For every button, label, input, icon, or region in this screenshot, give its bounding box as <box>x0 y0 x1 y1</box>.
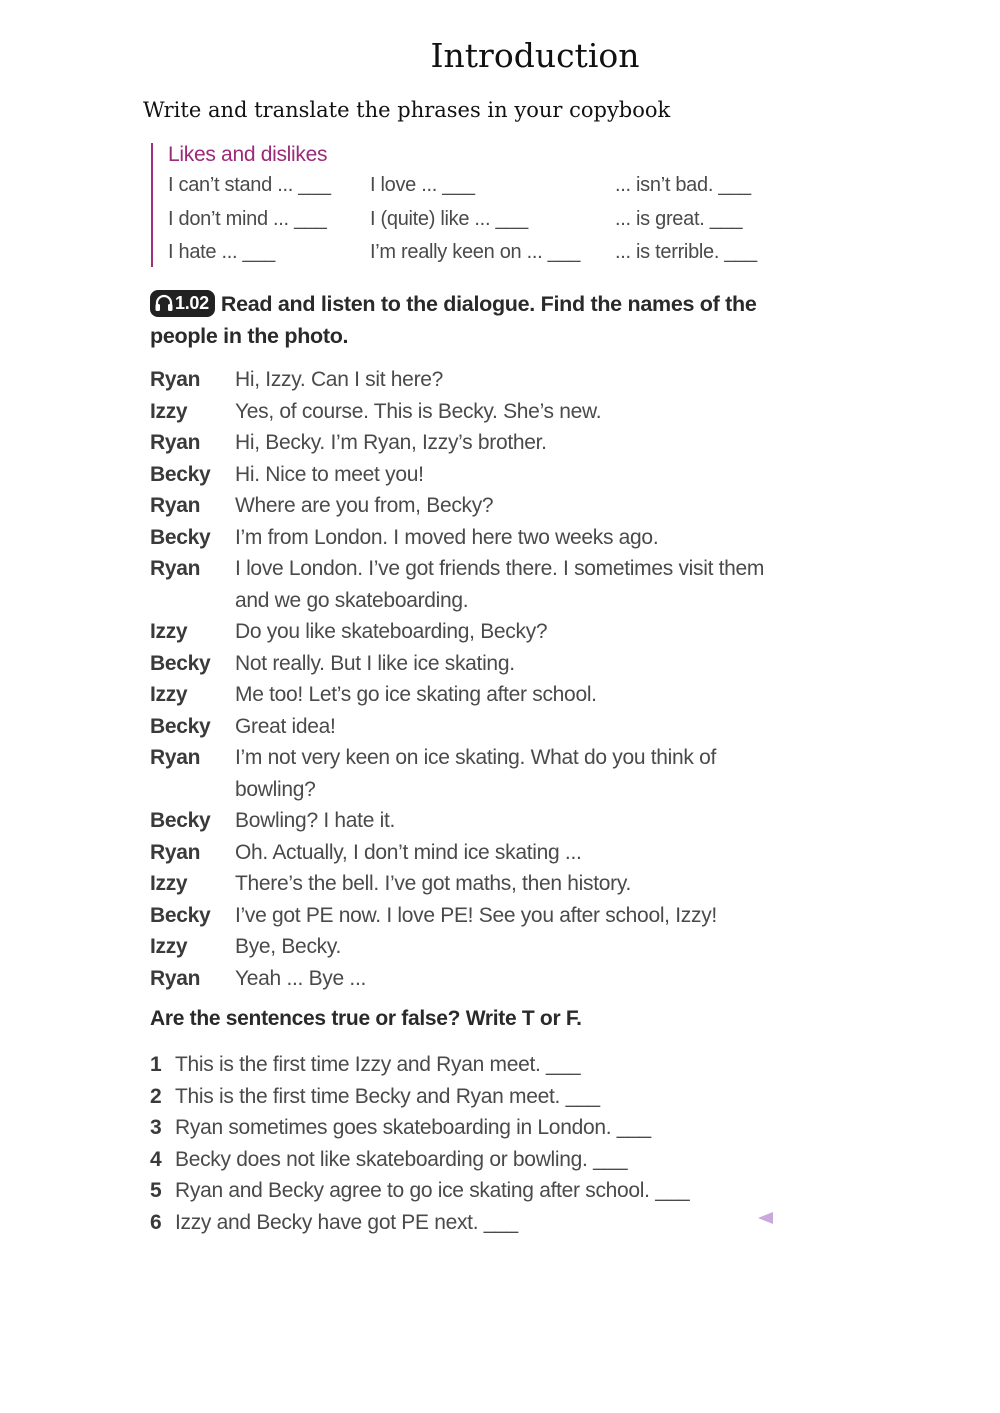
speaker: Becky <box>150 651 211 675</box>
likes-dislikes-box <box>151 143 757 267</box>
dialogue <box>150 364 790 994</box>
phrase-item: I (quite) like ... ___ <box>370 208 528 230</box>
speaker: Becky <box>150 809 211 832</box>
dialogue-line <box>150 837 790 869</box>
dialogue-line <box>150 648 790 680</box>
dialogue-line <box>150 553 790 616</box>
speaker: Ryan <box>150 746 201 769</box>
item-text: This is the first time Izzy and Ryan meet. ___ <box>175 1053 581 1076</box>
item-text: Izzy and Becky have got PE next. ___ <box>175 1210 518 1234</box>
track-number: 1.02 <box>175 293 209 313</box>
item-number: 1 <box>150 1053 162 1076</box>
speech: Do you like skateboarding, Becky? <box>235 620 548 643</box>
item-text: Ryan sometimes goes skateboarding in London. ___ <box>175 1116 651 1139</box>
list-item <box>150 1112 790 1144</box>
speech: I’m not very keen on ice skating. What do you think of bowling? <box>235 746 717 801</box>
list-item <box>150 1081 790 1113</box>
dialogue-line <box>150 900 790 932</box>
speaker: Izzy <box>150 683 188 706</box>
phrase-item: I hate ... ___ <box>168 241 275 263</box>
speaker: Becky <box>150 903 211 927</box>
dialogue-line <box>150 364 790 396</box>
speech: Bye, Becky. <box>235 935 342 958</box>
dialogue-line <box>150 963 790 995</box>
dialogue-line <box>150 522 790 554</box>
list-item <box>150 1049 790 1081</box>
list-item <box>150 1207 790 1239</box>
likes-dislikes-heading: Likes and dislikes <box>168 143 328 166</box>
item-text: Becky does not like skateboarding or bowling. ___ <box>175 1147 628 1171</box>
item-number: 4 <box>150 1147 162 1171</box>
dialogue-line <box>150 679 790 711</box>
item-text: This is the first time Becky and Ryan meet. ___ <box>175 1084 600 1108</box>
speaker: Ryan <box>150 494 201 517</box>
speech: I’m from London. I moved here two weeks ago. <box>235 525 659 549</box>
item-number: 3 <box>150 1116 162 1139</box>
audio-track-badge[interactable] <box>150 290 215 317</box>
speech: I love London. I’ve got friends there. I sometimes visit them and we go skateboarding. <box>235 557 765 612</box>
speech: Hi, Becky. I’m Ryan, Izzy’s brother. <box>235 431 547 454</box>
speaker: Izzy <box>150 872 188 895</box>
speaker: Ryan <box>150 966 201 990</box>
dialogue-line <box>150 805 790 837</box>
speaker: Ryan <box>150 840 201 864</box>
triangle-marker-icon <box>757 1211 773 1225</box>
speech: There’s the bell. I’ve got maths, then history. <box>235 872 631 895</box>
speech: Yeah ... Bye ... <box>235 966 367 990</box>
speech: I’ve got PE now. I love PE! See you after school, Izzy! <box>235 903 717 927</box>
dialogue-line <box>150 868 790 900</box>
speaker: Becky <box>150 462 211 486</box>
speaker: Izzy <box>150 399 188 423</box>
dialogue-line <box>150 427 790 459</box>
phrase-item: I don’t mind ... ___ <box>168 208 327 230</box>
speech: Where are you from, Becky? <box>235 494 494 517</box>
speaker: Izzy <box>150 935 188 958</box>
item-number: 5 <box>150 1179 162 1202</box>
phrase-item: ... isn’t bad. ___ <box>615 174 751 196</box>
true-false-heading: Are the sentences true or false? Write T or F. <box>150 1007 582 1030</box>
speech: Yes, of course. This is Becky. She’s new. <box>235 399 602 423</box>
list-item <box>150 1144 790 1176</box>
speaker: Ryan <box>150 557 201 580</box>
speech: Not really. But I like ice skating. <box>235 651 515 675</box>
speech: Bowling? I hate it. <box>235 809 396 832</box>
item-number: 2 <box>150 1084 162 1108</box>
phrase-item: ... is great. ___ <box>615 208 743 230</box>
phrase-item: I love ... ___ <box>370 174 475 196</box>
speaker: Ryan <box>150 431 201 454</box>
phrase-item: ... is terrible. ___ <box>615 241 757 263</box>
speech: Great idea! <box>235 714 336 738</box>
dialogue-line <box>150 711 790 743</box>
headphones-icon <box>154 294 174 312</box>
exercise-heading <box>150 288 780 352</box>
dialogue-line <box>150 931 790 963</box>
list-item <box>150 1175 790 1207</box>
exercise-instruction: Read and listen to the dialogue. Find the names of the people in the photo. <box>150 292 757 348</box>
speech: Hi, Izzy. Can I sit here? <box>235 368 444 391</box>
page-instruction: Write and translate the phrases in your copybook <box>143 98 671 122</box>
speaker: Becky <box>150 714 211 738</box>
dialogue-line <box>150 396 790 428</box>
dialogue-line <box>150 616 790 648</box>
dialogue-line <box>150 742 790 805</box>
dialogue-line <box>150 459 790 491</box>
speech: Me too! Let’s go ice skating after school. <box>235 683 597 706</box>
speaker: Ryan <box>150 368 201 391</box>
speech: Oh. Actually, I don’t mind ice skating ... <box>235 840 582 864</box>
page-title: Introduction <box>430 36 640 75</box>
dialogue-line <box>150 490 790 522</box>
true-false-list <box>150 1049 790 1238</box>
item-text: Ryan and Becky agree to go ice skating after school. ___ <box>175 1179 690 1202</box>
item-number: 6 <box>150 1210 162 1234</box>
speaker: Becky <box>150 525 211 549</box>
speech: Hi. Nice to meet you! <box>235 462 424 486</box>
phrase-item: I can’t stand ... ___ <box>168 174 331 196</box>
speaker: Izzy <box>150 620 188 643</box>
phrase-item: I’m really keen on ... ___ <box>370 241 581 263</box>
